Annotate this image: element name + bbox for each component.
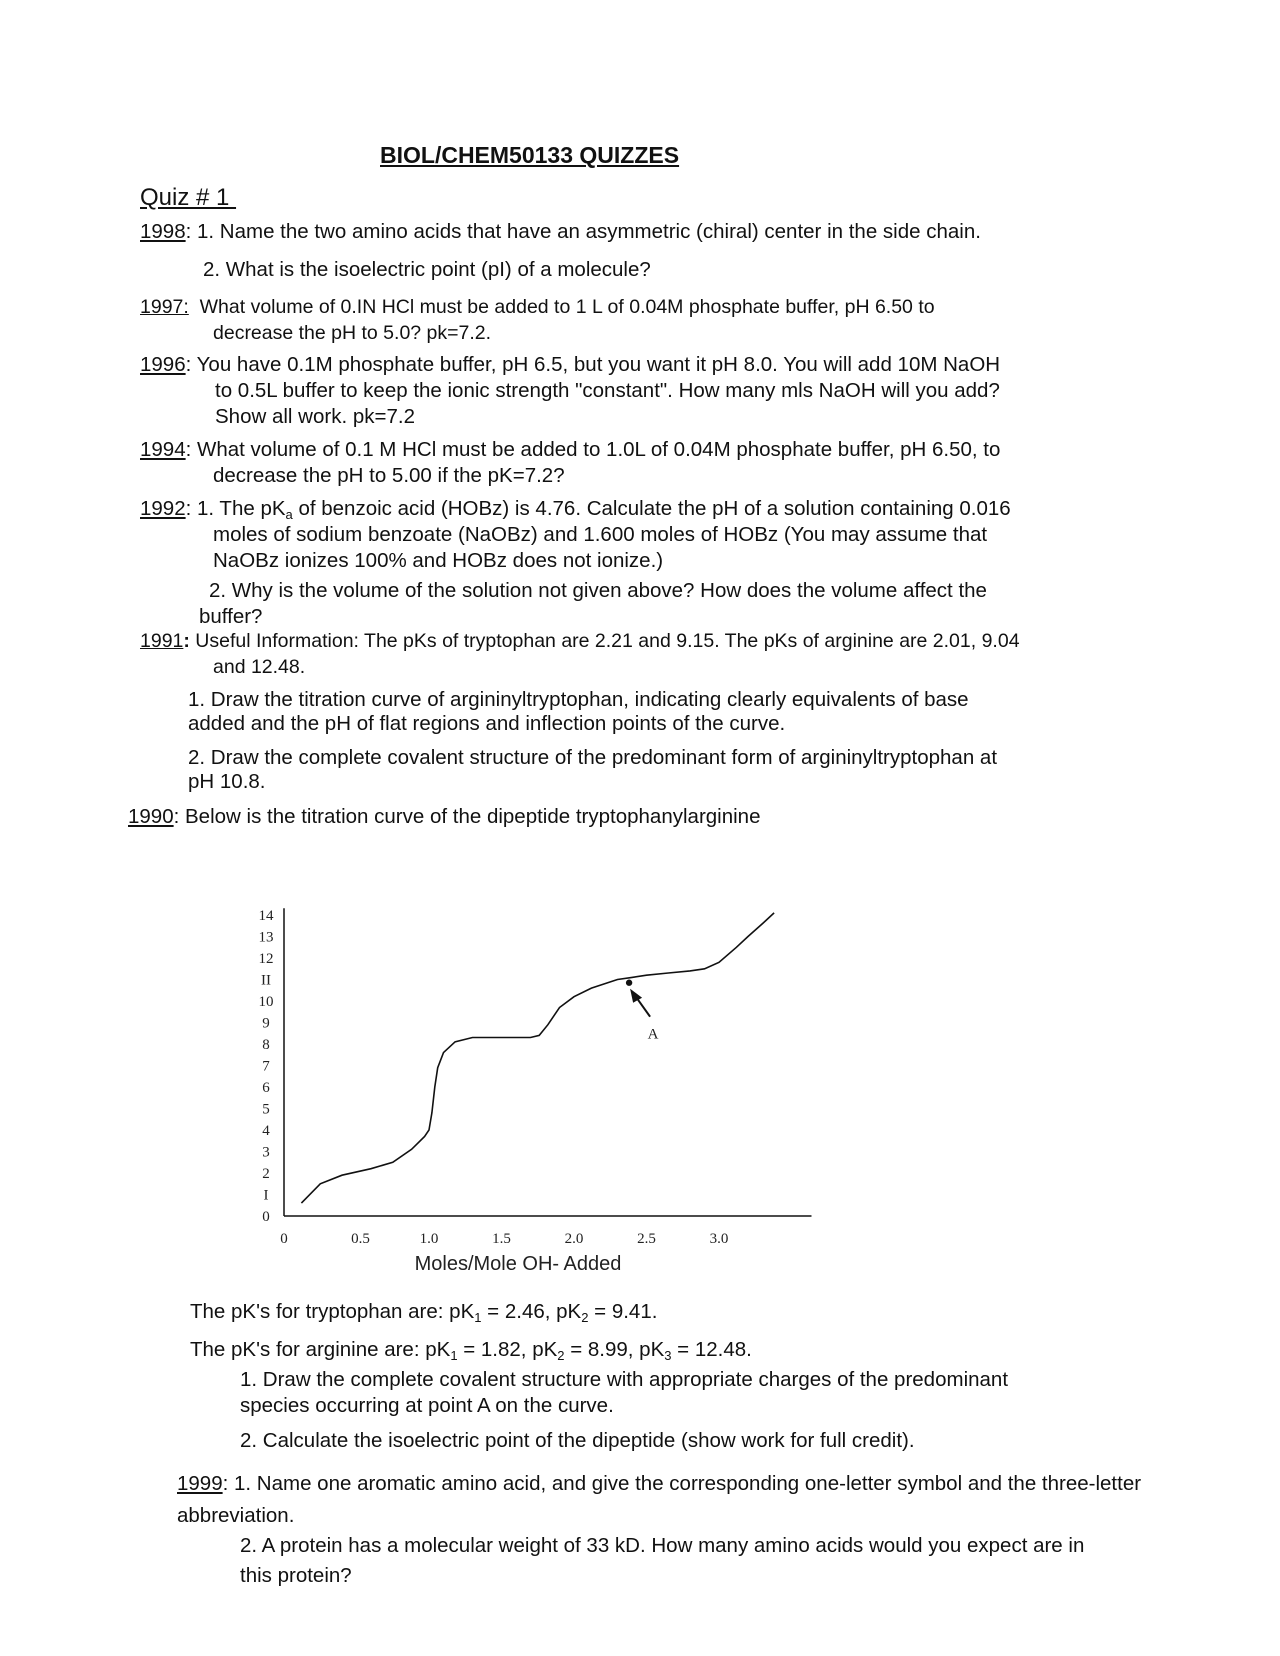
year-1990: 1990 [128,805,174,828]
question-1992-line-1: 1992: 1. The $pK_a$ of benzoic acid (HOBz) is 4.76. Calculate the pH of a solution containing 0.016 [140,497,1011,522]
point-a-dot [626,980,632,986]
question-1992-line-3: NaOBz ionizes 100% and HOBz does not ionize.) [213,549,664,572]
tryptophan-pk-line: The pK's for tryptophan are: $pK_1 = 2.46$, $pK_2 = 9.41$. [190,1300,658,1325]
question-1990-item-1-line-1: 1. Draw the complete covalent structure with appropriate charges of the predominant [240,1368,1009,1391]
question-1992-line-5: buffer? [199,605,263,628]
question-1992-line-2: moles of sodium benzoate (NaOBz) and 1.600 moles of HOBz (You may assume that [213,523,988,546]
x-tick-label: 1.5 [492,1231,511,1247]
year-1992: 1992 [140,497,186,520]
y-tick-label: I [263,1187,269,1204]
question-1998-line-2: 2. What is the isoelectric point (pI) of a molecule? [203,258,651,281]
question-1994-line-2: decrease the pH to 5.00 if the pK=7.2? [213,464,565,487]
y-tick-label: 5 [262,1101,270,1118]
arginine-pk-line: The pK's for arginine are: $pK_1 = 1.82$, $pK_2 = 8.99$, $pK_3 = 12.48$. [190,1338,752,1363]
x-tick-label: 2.0 [564,1231,584,1247]
chart-axes [284,908,812,1216]
year-1991: 1991 [140,630,184,652]
y-tick-label: 14 [258,908,274,924]
y-tick-label: 2 [262,1166,270,1182]
question-1997-line-1: 1997: What volume of 0.IN HCl must be added to 1 L of 0.04M phosphate buffer, pH 6.50 to [140,296,935,318]
question-1991-item-1-line-1: 1. Draw the titration curve of argininyltryptophan, indicating clearly equivalents of base [188,688,969,711]
question-1991-item-2-line-1: 2. Draw the complete covalent structure of the predominant form of argininyltryptophan at [188,746,998,769]
question-1996-line-1: 1996: You have 0.1M phosphate buffer, pH 6.5, but you want it pH 8.0. You will add 10M NaOH [140,353,1001,376]
y-tick-label: 13 [258,929,274,946]
question-1994-line-1: 1994: What volume of 0.1 M HCl must be added to 1.0L of 0.04M phosphate buffer, pH 6.50, to [140,438,1001,461]
y-tick-label: 6 [262,1080,270,1096]
year-1997: 1997: [140,296,189,318]
question-1999-line-2: abbreviation. [177,1504,295,1527]
question-1999-item-2-line-1: 2. A protein has a molecular weight of 33 kD. How many amino acids would you expect are in [240,1534,1085,1557]
question-1991-line-2: and 12.48. [213,656,306,678]
question-1990-intro: 1990: Below is the titration curve of the dipeptide tryptophanylarginine [128,805,761,828]
y-tick-label: 3 [262,1144,270,1161]
y-tick-label: 9 [262,1015,270,1032]
y-tick-label: 4 [262,1123,270,1139]
x-tick-label: 1.0 [419,1231,439,1247]
x-axis-label: Moles/Mole OH- Added [414,1253,622,1275]
x-tick-label: 0 [280,1231,288,1247]
question-1999-item-2-line-2: this protein? [240,1564,352,1587]
question-1992-line-4: 2. Why is the volume of the solution not given above? How does the volume affect the [209,579,987,602]
y-tick-label: 8 [262,1037,270,1053]
x-tick-label: 3.0 [709,1231,729,1247]
year-1994: 1994 [140,438,186,461]
question-1991-item-1-line-2: added and the pH of flat regions and inflection points of the curve. [188,712,786,735]
year-1996: 1996 [140,353,186,376]
page-title: BIOL/CHEM50133 QUIZZES [380,142,680,168]
x-tick-label: 2.5 [637,1231,656,1247]
quiz-heading: Quiz # 1 [140,184,237,211]
y-axis-ticks [259,908,275,1225]
question-1990-item-2: 2. Calculate the isoelectric point of the dipeptide (show work for full credit). [240,1429,915,1452]
point-a-label: A [647,1026,659,1043]
question-1991-item-2-line-2: pH 10.8. [188,770,266,793]
year-1999: 1999 [177,1472,223,1495]
question-1996-line-3: Show all work. pk=7.2 [215,405,415,428]
y-tick-label: 10 [258,994,274,1010]
y-tick-label: 12 [258,951,274,967]
question-1997-line-2: decrease the pH to 5.0? pk=7.2. [213,322,492,344]
y-tick-label: 7 [262,1058,270,1075]
point-a-arrow-head [630,989,642,1003]
point-a-annotation [626,980,659,1043]
y-tick-label: II [261,972,271,989]
year-1998: 1998 [140,220,186,243]
question-1999-line-1: 1999: 1. Name one aromatic amino acid, and give the corresponding one-letter symbol and the three-letter [177,1472,1142,1495]
question-1991-line-1: 1991: Useful Information: The pKs of tryptophan are 2.21 and 9.15. The pKs of arginine are 2.01, 9.04 [140,630,1020,652]
question-1998-line-1: 1998: 1. Name the two amino acids that have an asymmetric (chiral) center in the side chain. [140,220,981,243]
y-tick-label: 0 [262,1209,270,1225]
point-a-arrow-shaft [635,996,650,1017]
x-axis-ticks [280,1231,728,1247]
titration-curve-line [301,913,774,1203]
x-tick-label: 0.5 [351,1231,370,1247]
question-1996-line-2: to 0.5L buffer to keep the ionic strength "constant". How many mls NaOH will you add? [215,379,1000,402]
question-1990-item-1-line-2: species occurring at point A on the curve. [240,1394,614,1417]
